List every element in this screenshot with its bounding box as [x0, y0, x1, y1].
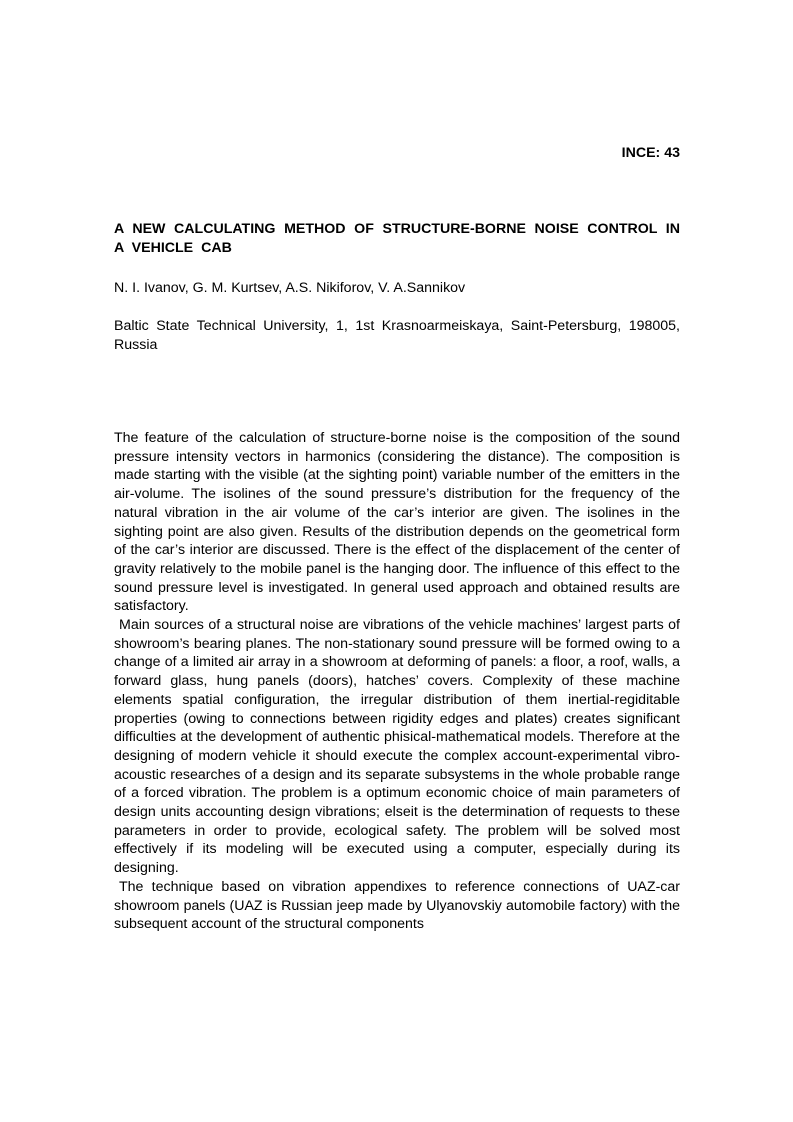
body-paragraph-1: Main sources of a structural noise are vibrations of the vehicle machines’ largest parts of showroom’s bearing planes. The non-stationary sound pressure will be formed owing to a change of a limited air array in a showroom at deforming of panels: a floor, a roof, walls, a forward glass, hung panels (doors), hatches’ covers. Complexity of these machine elements spatial configuration, the irregular distribution of them inertial-regiditable properties (owing to connections between rigidity edges and plates) creates significant difficulties at the development of authentic phisical-mathematical models. Therefore at the designing of modern vehicle it should execute the complex account-experimental vibro-acoustic researches of a design and its separate subsystems in the whole probable range of a forced vibration. The problem is a optimum economic choice of main parameters of design units accounting design vibrations; elseit is the determination of requests to these parameters in order to provide, ecological safety. The problem will be solved most effectively if its modeling will be executed using a computer, especially during its designing. — [114, 617, 680, 877]
paper-body — [114, 429, 680, 934]
paper-title: A NEW CALCULATING METHOD OF STRUCTURE-BORNE NOISE CONTROL IN A VEHICLE CAB — [114, 221, 680, 256]
abstract-paragraph: The feature of the calculation of structure-borne noise is the composition of the sound pressure intensity vectors in harmonics (considering the distance). The composition is made starting with the visible (at the sighting point) variable number of the emitters in the air-volume. The isolines of the sound pressure’s distribution for the frequency of the natural vibration in the air volume of the car’s interior are given. The isolines in the sighting point are also given. Results of the distribution depends on the geometrical form of the car’s interior are discussed. There is the effect of the displacement of the center of gravity relatively to the mobile panel is the hanging door. The influence of this effect to the sound pressure level is investigated. In general used approach and obtained results are satisfactory. — [114, 430, 680, 615]
conference-code: INCE: 43 — [621, 145, 680, 161]
paper-authors: N. I. Ivanov, G. M. Kurtsev, A.S. Nikiforov, V. A.Sannikov — [114, 280, 466, 296]
body-paragraph-2: The technique based on vibration appendixes to reference connections of UAZ-car showroom panels (UAZ is Russian jeep made by Ulyanovskiy automobile factory) with the subsequent account of the structural components — [114, 878, 680, 933]
paper-affiliation: Baltic State Technical University, 1, 1st Krasnoarmeiskaya, Saint-Petersburg, 198005, Russia — [114, 318, 680, 353]
